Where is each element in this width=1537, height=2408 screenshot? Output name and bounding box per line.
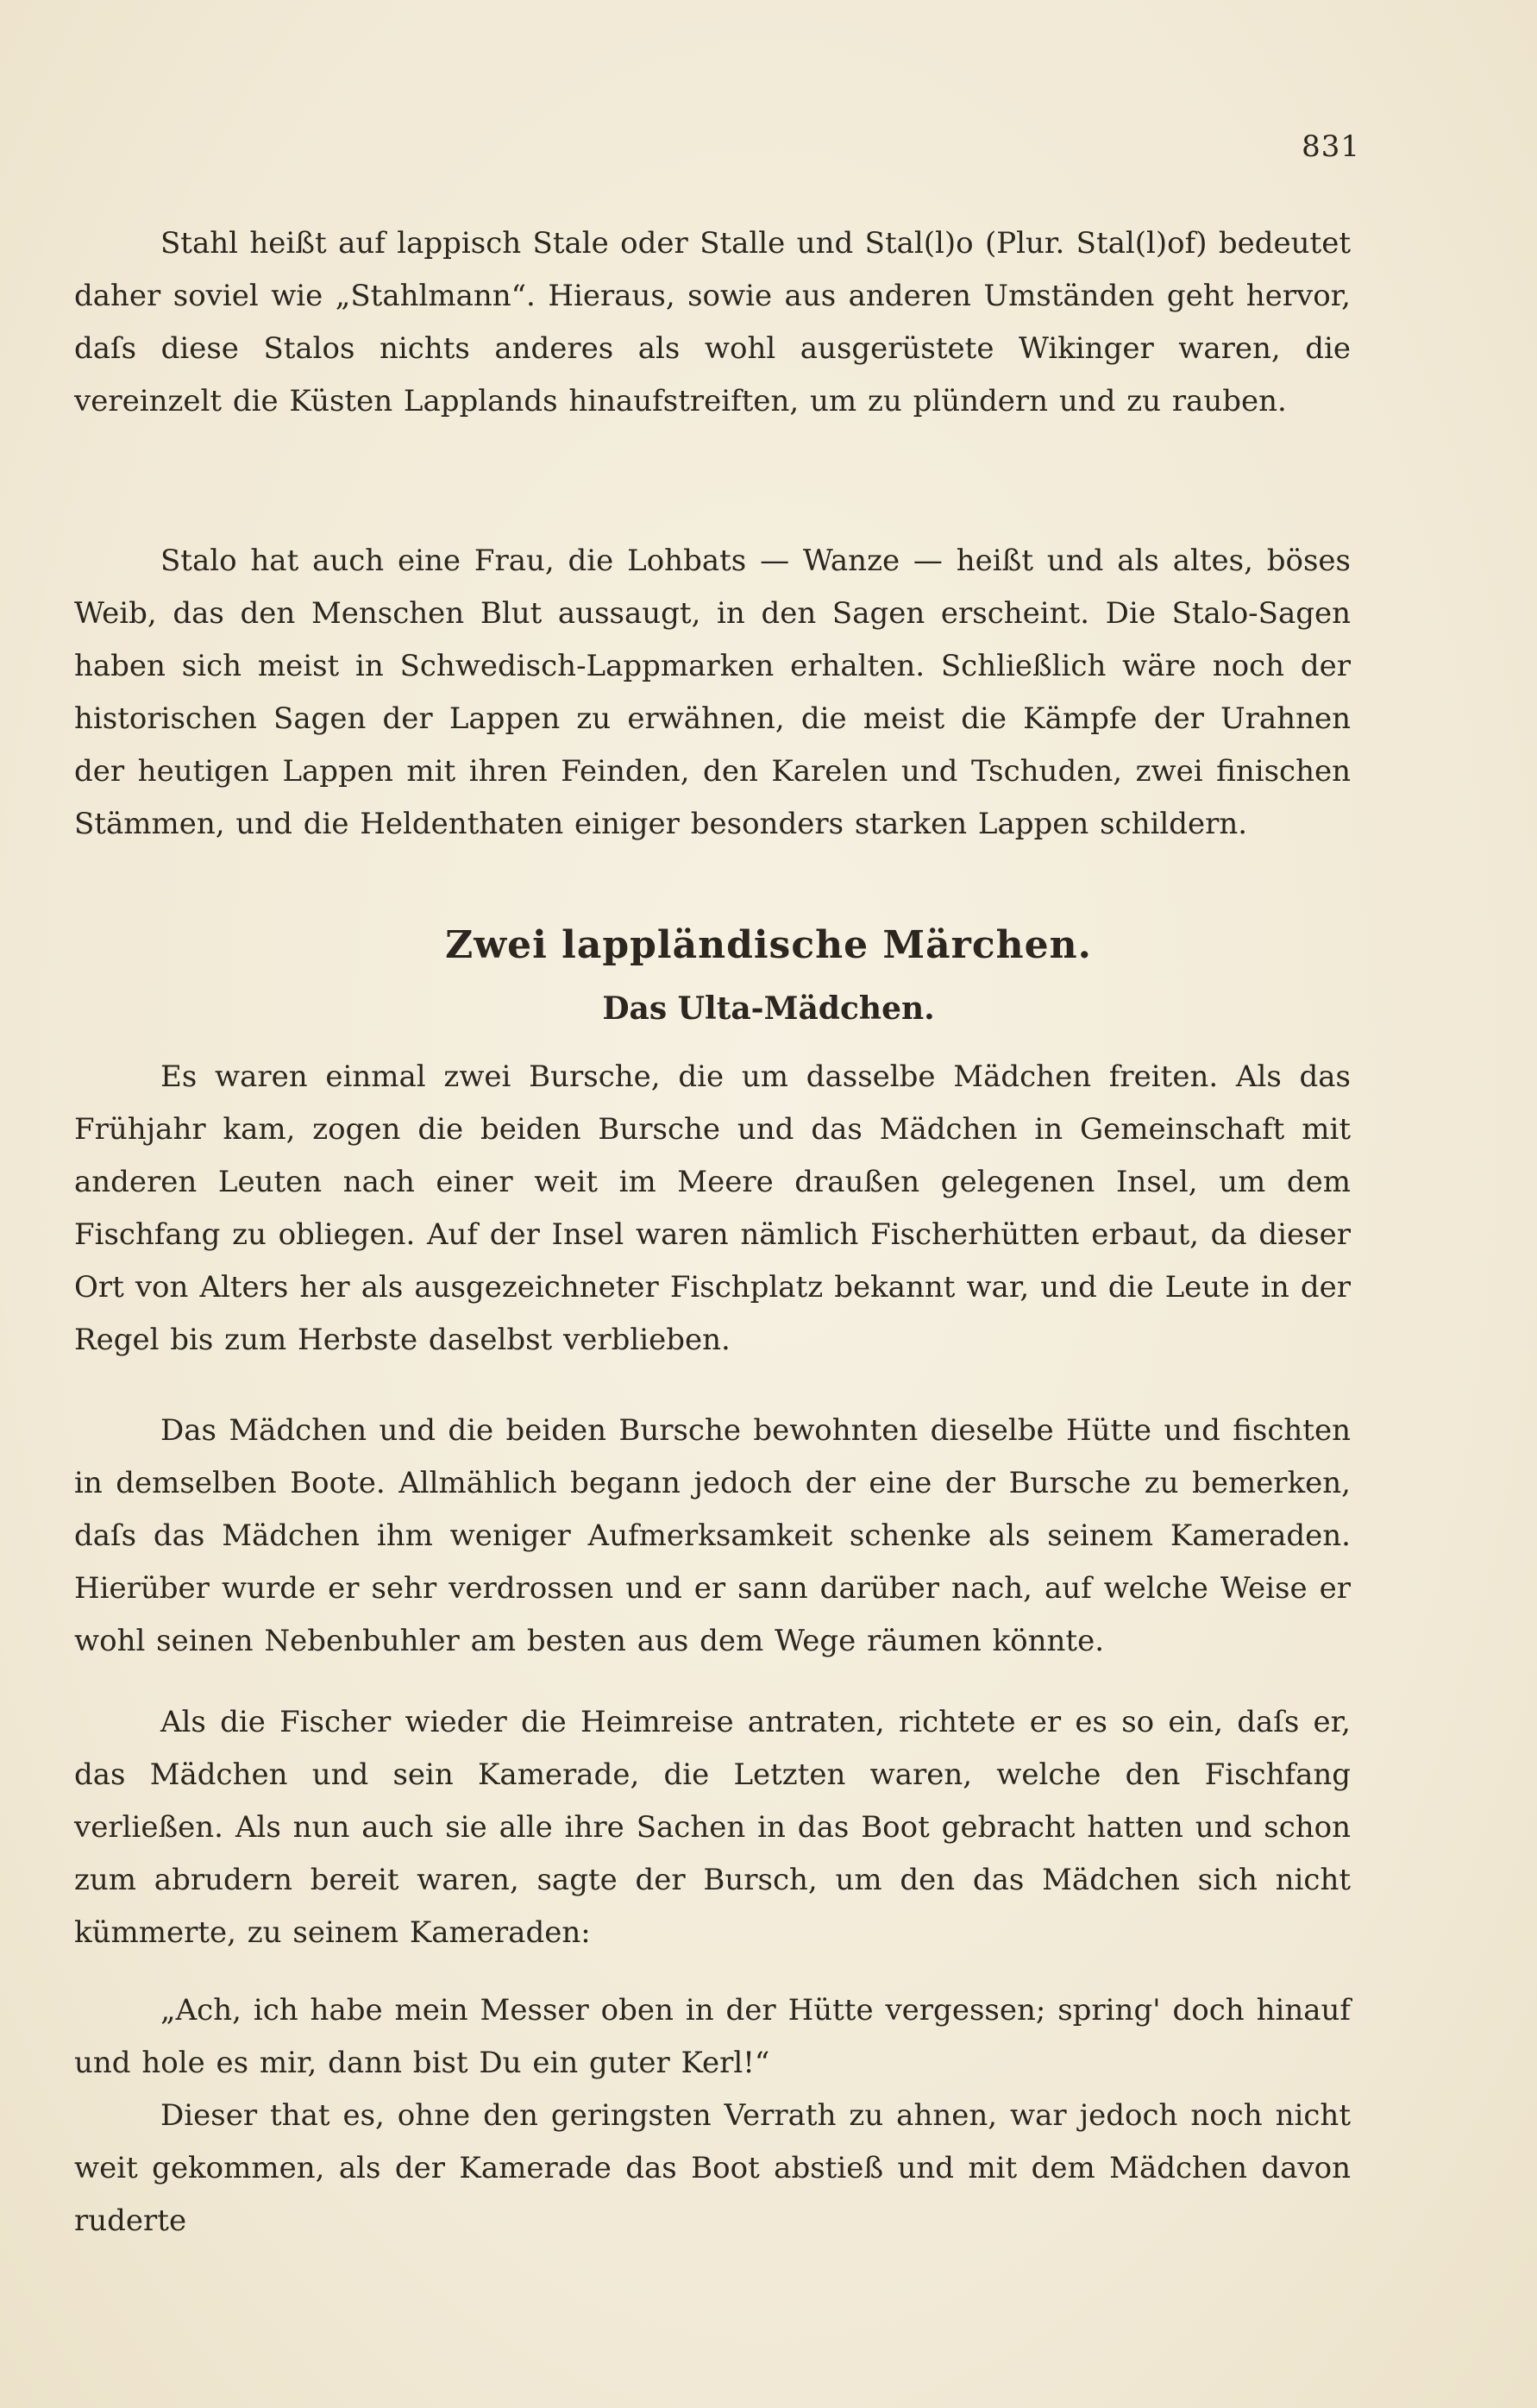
story-subtitle: Das Ulta-Mädchen. [602,990,935,1027]
paragraph-story-quote: „Ach, ich habe mein Messer oben in der Hütte vergessen; spring' doch hinauf und hole es mir, dann bist Du ein guter Kerl!“ [74,1993,1351,2080]
paragraph-story-1: Es waren einmal zwei Bursche, die um dasselbe Mädchen freiten. Als das Frühjahr kam, zogen die beiden Bursche und das Mädchen in Gemeinschaft mit anderen Leuten nach einer weit im Meere draußen gelegenen Insel, um dem Fischfang zu obliegen. Auf der Insel waren nämlich Fischerhütten erbaut, da dieser Ort von Alters her als ausgezeichneter Fischplatz bekannt war, und die Leute in der Regel bis zum Herbste daselbst verblieben. [74,1059,1351,1357]
section-title: Zwei lappländische Märchen. [445,923,1092,967]
page-number: 831 [1302,129,1360,164]
paragraph-story-2: Das Mädchen und die beiden Bursche bewohnten dieselbe Hütte und fischten in demselben Boote. Allmählich begann jedoch der eine der Bursche zu bemerken, daſs das Mädchen ihm weniger Aufmerksamkeit schenke als seinem Kameraden. Hierüber wurde er sehr verdrossen und er sann darüber nach, auf welche Weise er wohl seinen Nebenbuhler am besten aus dem Wege räumen könnte. [74,1413,1351,1658]
paragraph-stalo: Stalo hat auch eine Frau, die Lohbats — Wanze — heißt und als altes, böses Weib, das den Menschen Blut aussaugt, in den Sagen erscheint. Die Stalo-Sagen haben sich meist in Schwedisch-Lappmarken erhalten. Schließlich wäre noch der historischen Sagen der Lappen zu erwähnen, die meist die Kämpfe der Urahnen der heutigen Lappen mit ihren Feinden, den Karelen und Tschuden, zwei finischen Stämmen, und die Heldenthaten einiger besonders starken Lappen schildern. [74,544,1351,841]
paragraph-stahl: Stahl heißt auf lappisch Stale oder Stalle und Stal(l)o (Plur. Stal(l)of) bedeutet daher soviel wie „Stahlmann“. Hieraus, sowie aus anderen Umständen geht hervor, daſs diese Stalos nichts anderes als wohl ausgerüstete Wikinger waren, die vereinzelt die Küsten Lapplands hinaufstreiften, um zu plündern und zu rauben. [74,226,1351,418]
paragraph-story-4: Dieser that es, ohne den geringsten Verrath zu ahnen, war jedoch noch nicht weit gekommen, als der Kamerade das Boot abstieß und mit dem Mädchen davon ruderte [74,2098,1351,2238]
paragraph-story-3: Als die Fischer wieder die Heimreise antraten, richtete er es so ein, daſs er, das Mädchen und sein Kamerade, die Letzten waren, welche den Fischfang verließen. Als nun auch sie alle ihre Sachen in das Boot gebracht hatten und schon zum abrudern bereit waren, sagte der Bursch, um den das Mädchen sich nicht kümmerte, zu seinem Kameraden: [74,1705,1351,1950]
